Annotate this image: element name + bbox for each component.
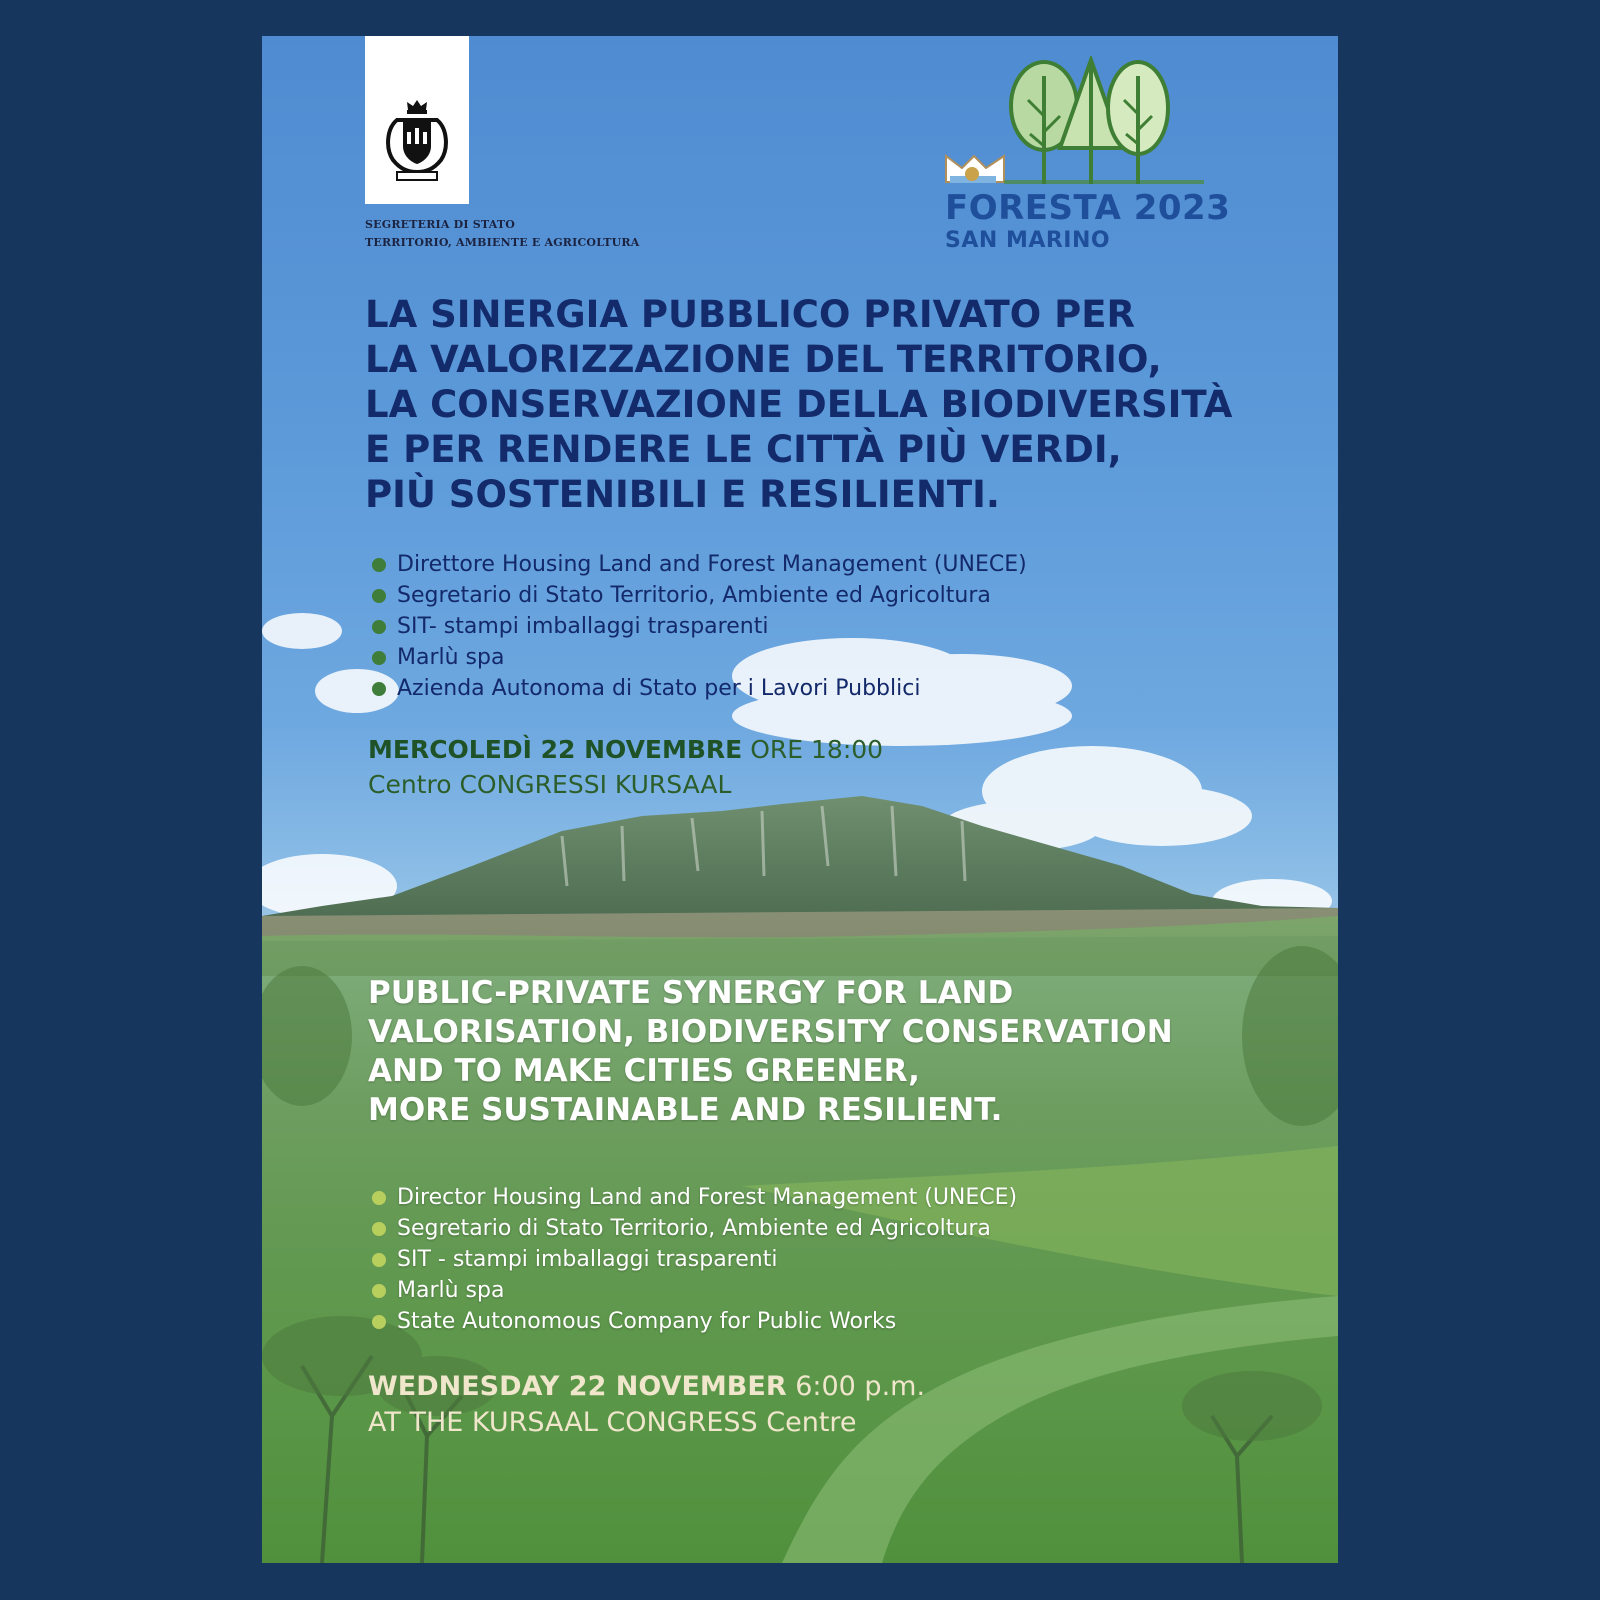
speaker-label: Marlù spa	[397, 1278, 505, 1303]
foresta-logo-icon	[944, 56, 1214, 196]
event-time-italian: ORE 18:00	[750, 735, 884, 764]
list-item	[368, 1213, 1017, 1244]
bullet-icon	[372, 1253, 386, 1267]
list-item	[368, 549, 1027, 580]
headline-english-line: VALORISATION, BIODIVERSITY CONSERVATION	[368, 1014, 1173, 1050]
logo-subtitle: SAN MARINO	[945, 228, 1111, 253]
headline-english-line: AND TO MAKE CITIES GREENER,	[368, 1053, 920, 1089]
bullet-icon	[372, 651, 386, 665]
bullet-icon	[372, 558, 386, 572]
headline-italian-line: LA SINERGIA PUBBLICO PRIVATO PER	[365, 293, 1136, 336]
list-item	[368, 1275, 1017, 1306]
list-item	[368, 611, 1027, 642]
event-poster	[262, 36, 1338, 1563]
event-day-english: WEDNESDAY 22 NOVEMBER	[368, 1371, 787, 1402]
headline-italian-line: E PER RENDERE LE CITTÀ PIÙ VERDI,	[365, 428, 1122, 471]
event-venue-english: AT THE KURSAAL CONGRESS Centre	[368, 1407, 857, 1438]
headline-italian-line: LA CONSERVAZIONE DELLA BIODIVERSITÀ	[365, 383, 1233, 426]
bullet-icon	[372, 1315, 386, 1329]
speaker-label: Director Housing Land and Forest Management (UNECE)	[397, 1185, 1018, 1210]
speakers-list-italian	[368, 549, 1027, 704]
coat-of-arms-panel	[365, 36, 469, 204]
speaker-label: Direttore Housing Land and Forest Management (UNECE)	[397, 552, 1027, 577]
speaker-label: Segretario di Stato Territorio, Ambiente ed Agricoltura	[397, 1216, 991, 1241]
event-date-italian	[368, 735, 883, 764]
headline-english-line: MORE SUSTAINABLE AND RESILIENT.	[368, 1092, 1003, 1128]
bullet-icon	[372, 682, 386, 696]
list-item	[368, 1182, 1017, 1213]
speaker-label: State Autonomous Company for Public Works	[397, 1309, 897, 1334]
list-item	[368, 1244, 1017, 1275]
list-item	[368, 642, 1027, 673]
headline-italian-line: PIÙ SOSTENIBILI E RESILIENTI.	[365, 473, 1000, 516]
ministry-name	[365, 216, 640, 252]
list-item	[368, 1306, 1017, 1337]
speaker-label: SIT- stampi imballaggi trasparenti	[397, 614, 769, 639]
headline-english-line: PUBLIC-PRIVATE SYNERGY FOR LAND	[368, 975, 1014, 1011]
coat-of-arms-icon	[383, 98, 451, 184]
speaker-label: Azienda Autonoma di Stato per i Lavori Pubblici	[397, 676, 921, 701]
ministry-line-2: TERRITORIO, AMBIENTE E AGRICOLTURA	[365, 236, 640, 249]
bullet-icon	[372, 1191, 386, 1205]
logo-title: FORESTA 2023	[945, 188, 1231, 228]
headline-italian-line: LA VALORIZZAZIONE DEL TERRITORIO,	[365, 338, 1162, 381]
ministry-line-1: SEGRETERIA DI STATO	[365, 218, 516, 231]
speakers-list-english	[368, 1182, 1017, 1337]
event-date-english	[368, 1371, 925, 1402]
headline-italian	[365, 292, 1325, 517]
event-venue-italian: Centro CONGRESSI KURSAAL	[368, 770, 732, 799]
event-time-english: 6:00 p.m.	[795, 1371, 926, 1402]
bullet-icon	[372, 620, 386, 634]
event-day-italian: MERCOLEDÌ 22 NOVEMBRE	[368, 735, 743, 764]
bullet-icon	[372, 1222, 386, 1236]
speaker-label: SIT - stampi imballaggi trasparenti	[397, 1247, 778, 1272]
speaker-label: Segretario di Stato Territorio, Ambiente ed Agricoltura	[397, 583, 991, 608]
list-item	[368, 580, 1027, 611]
bullet-icon	[372, 589, 386, 603]
bullet-icon	[372, 1284, 386, 1298]
list-item	[368, 673, 1027, 704]
headline-english	[368, 974, 1173, 1130]
speaker-label: Marlù spa	[397, 645, 505, 670]
